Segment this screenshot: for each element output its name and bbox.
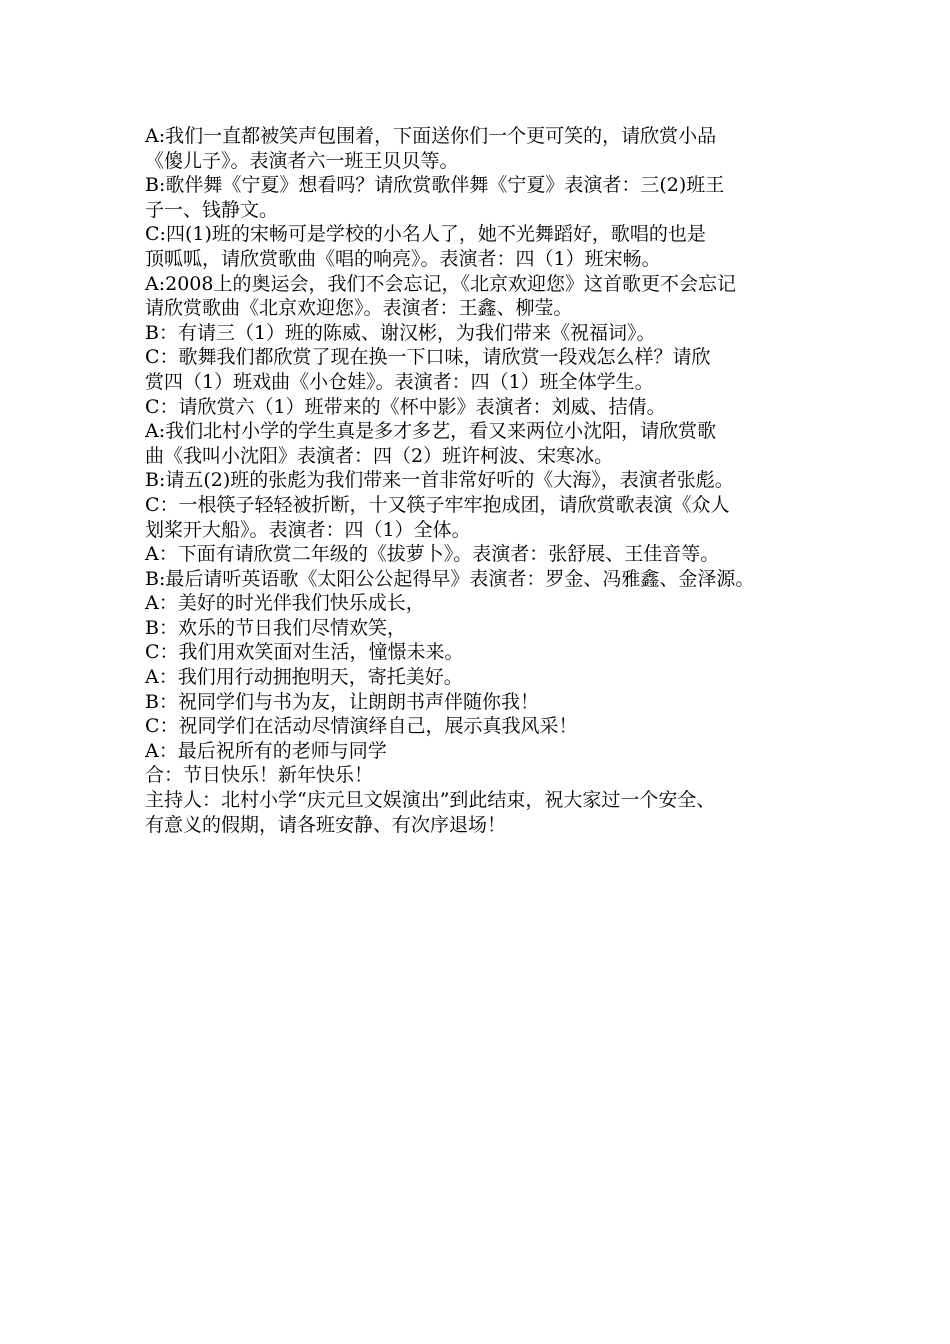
text-line: 划桨开大船》。表演者：四（1）全体。 — [145, 518, 471, 541]
text-line: 顶呱呱，请欣赏歌曲《唱的响亮》。表演者：四（1）班宋畅。 — [145, 247, 661, 270]
text-line: B:最后请听英语歌《太阳公公起得早》表演者：罗金、冯雅鑫、金泽源。 — [145, 567, 755, 590]
text-line: A:我们北村小学的学生真是多才多艺，看又来两位小沈阳，请欣赏歌 — [145, 420, 717, 443]
program-script — [145, 124, 835, 837]
text-line: 合：节日快乐！新年快乐！ — [145, 764, 374, 787]
text-line: 子一、钱静文。 — [145, 198, 279, 221]
text-line: A:2008上的奥运会，我们不会忘记，《北京欢迎您》这首歌更不会忘记 — [145, 272, 736, 295]
text-line: A：最后祝所有的老师与同学 — [145, 739, 387, 762]
text-line: B:请五(2)班的张彪为我们带来一首非常好听的《大海》，表演者张彪。 — [145, 469, 734, 492]
text-line: C:四(1)班的宋畅可是学校的小名人了，她不光舞蹈好，歌唱的也是 — [145, 223, 706, 246]
text-line: B：欢乐的节日我们尽情欢笑， — [145, 616, 406, 639]
text-line: C：祝同学们在活动尽情演绎自己，展示真我风采！ — [145, 715, 578, 738]
text-line: A：我们用行动拥抱明天，寄托美好。 — [145, 666, 463, 689]
text-line: A：下面有请欣赏二年级的《拔萝卜》。表演者：张舒展、王佳音等。 — [145, 543, 720, 566]
text-line: 主持人：北村小学“庆元旦文娱演出”到此结束，祝大家过一个安全、 — [145, 789, 716, 812]
text-line: B：祝同学们与书为友，让朗朗书声伴随你我！ — [145, 690, 539, 713]
text-line: 赏四（1）班戏曲《小仓娃》。表演者：四（1）班全体学生。 — [145, 370, 654, 393]
text-line: A：美好的时光伴我们快乐成长， — [145, 592, 425, 615]
text-line: 曲《我叫小沈阳》表演者：四（2）班许柯波、宋寒冰。 — [145, 444, 614, 467]
text-line: C：请欣赏六（1）班带来的《杯中影》表演者：刘威、拮倩。 — [145, 395, 666, 418]
text-line: B:歌伴舞《宁夏》想看吗？请欣赏歌伴舞《宁夏》表演者：三(2)班王 — [145, 174, 725, 197]
text-line: 《傻儿子》。表演者六一班王贝贝等。 — [145, 149, 459, 172]
text-line: B：有请三（1）班的陈威、谢汉彬，为我们带来《祝福词》。 — [145, 321, 656, 344]
text-line: C：一根筷子轻轻被折断，十又筷子牢牢抱成团，请欣赏歌表演《众人 — [145, 493, 730, 516]
text-line: C：我们用欢笑面对生活，憧憬未来。 — [145, 641, 464, 664]
text-line: A:我们一直都被笑声包围着，下面送你们一个更可笑的，请欣赏小品 — [145, 125, 717, 147]
text-line: 请欣赏歌曲《北京欢迎您》。表演者：王鑫、柳莹。 — [145, 297, 573, 320]
text-line: 有意义的假期，请各班安静、有次序退场！ — [145, 813, 507, 836]
text-line: C：歌舞我们都欣赏了现在换一下口味，请欣赏一段戏怎么样？请欣 — [145, 346, 711, 369]
